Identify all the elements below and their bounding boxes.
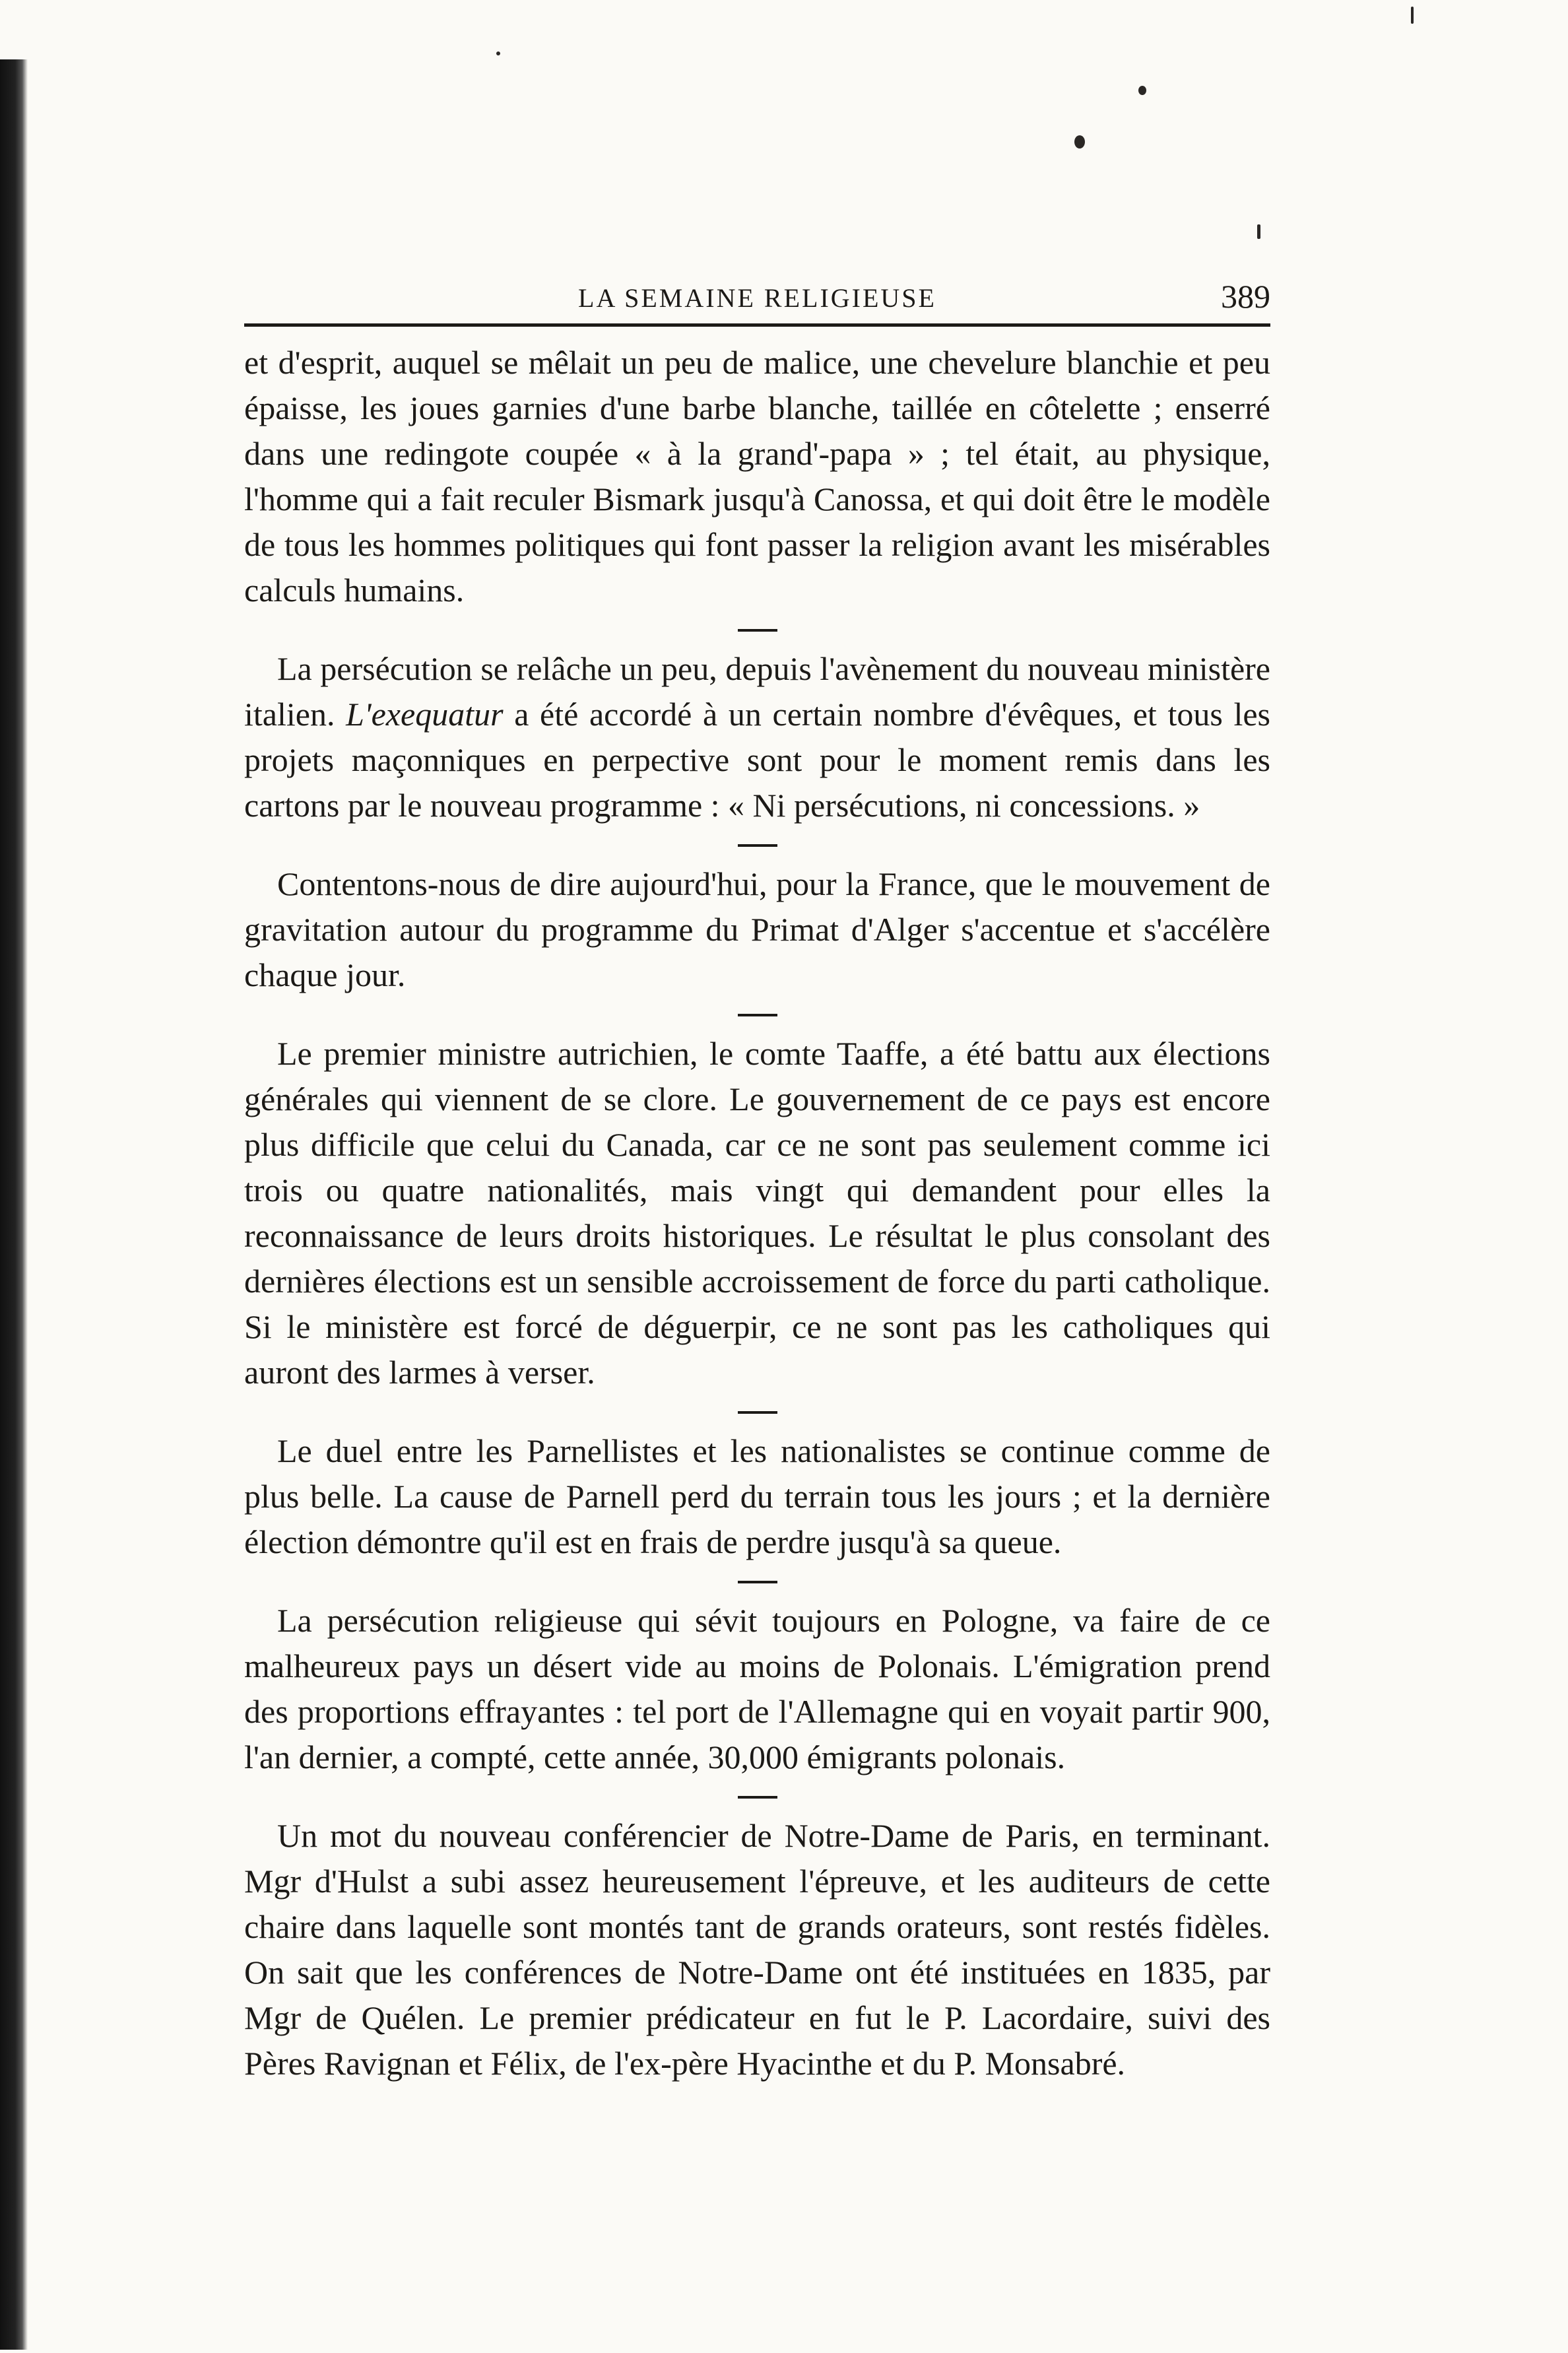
paragraph-text: a été accordé à un certain nombre d'évêques, et tous les projets maçonniques en perpective sont pour le moment remis dans les cartons par le nouveau programme : « Ni persécutions, ni concessions. »	[244, 696, 1270, 824]
paragraph-text: La persécution se relâche un peu, depuis l'avènement du nouveau ministère italien.	[244, 650, 1270, 733]
section-separator	[738, 1411, 777, 1414]
paragraph: Le duel entre les Parnellistes et les nationalistes se continue comme de plus belle. La cause de Parnell perd du terrain tous les jours ; et la dernière élection démontre qu'il est en frais de perdre jusqu'à sa queue.	[244, 1432, 1270, 1560]
paragraph	[244, 646, 1270, 828]
section-separator	[738, 1014, 777, 1016]
scan-speck	[1257, 224, 1260, 239]
scan-speck	[1074, 135, 1085, 149]
running-head	[244, 277, 1270, 317]
paragraph: Contentons-nous de dire aujourd'hui, pour la France, que le mouvement de gravitation autour du programme du Primat d'Alger s'accentue et s'accélère chaque jour.	[244, 865, 1270, 993]
section-separator	[738, 629, 777, 632]
italic-term: L'exequatur	[346, 696, 504, 733]
article-body	[244, 340, 1270, 2086]
binding-edge-shadow	[0, 59, 28, 2350]
paragraph: Un mot du nouveau conférencier de Notre-Dame de Paris, en terminant. Mgr d'Hulst a subi assez heureusement l'épreuve, et les auditeurs de cette chaire dans laquelle sont montés tant de grands orateurs, sont restés fidèles. On sait que les conférences de Notre-Dame ont été instituées en 1835, par Mgr de Quélen. Le premier prédicateur en fut le P. Lacordaire, suivi des Pères Ravignan et Félix, de l'ex-père Hyacinthe et du P. Monsabré.	[244, 1817, 1270, 2082]
section-separator	[738, 1581, 777, 1583]
scan-speck	[1411, 7, 1414, 24]
page-number: 389	[1221, 278, 1270, 315]
scan-speck	[496, 51, 500, 55]
scan-speck	[1138, 86, 1146, 95]
running-title: LA SEMAINE RELIGIEUSE	[578, 283, 936, 313]
header-rule	[244, 323, 1270, 327]
paragraph: La persécution religieuse qui sévit toujours en Pologne, va faire de ce malheureux pays un désert vide au moins de Polonais. L'émigration prend des proportions effrayantes : tel port de l'Allemagne qui en voyait partir 900, l'an dernier, a compté, cette année, 30,000 émigrants polonais.	[244, 1602, 1270, 1775]
section-separator	[738, 1796, 777, 1799]
paragraph: et d'esprit, auquel se mêlait un peu de malice, une chevelure blanchie et peu épaisse, les joues garnies d'une barbe blanche, taillée en côtelette ; enserré dans une redingote coupée « à la grand'-papa » ; tel était, au physique, l'homme qui a fait reculer Bismark jusqu'à Canossa, et qui doit être le modèle de tous les hommes politiques qui font passer la religion avant les misérables calculs humains.	[244, 344, 1270, 609]
page	[244, 277, 1270, 2086]
paragraph: Le premier ministre autrichien, le comte Taaffe, a été battu aux élections générales qui viennent de se clore. Le gouvernement de ce pays est encore plus difficile que celui du Canada, car ce ne sont pas seulement comme ici trois ou quatre nationalités, mais vingt qui demandent pour elles la reconnaissance de leurs droits historiques. Le résultat le plus consolant des dernières élections est un sensible accroissement de force du parti catholique. Si le ministère est forcé de déguerpir, ce ne sont pas les catholiques qui auront des larmes à verser.	[244, 1035, 1270, 1391]
section-separator	[738, 844, 777, 847]
